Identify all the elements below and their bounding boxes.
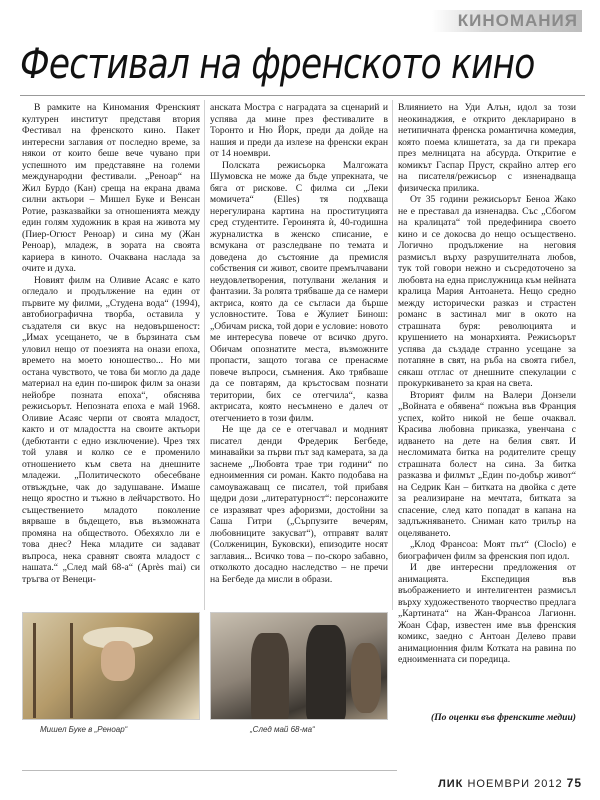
paragraph: Новият филм на Оливие Асаяс е като огледало и продължение на един от първите му филми, „Студена вода“ (1994), автобиографична творба, оставила у създателя си вкус на недовършеност: „Имах усещането, че в бързината съм уловил нещо от поезията на онази епоха, времето на моето юношество... Но ми остана чувството, че това би могло да даде материал на един по-широк филм за онази нейобре позната епоха“, обяснява режисьорът. Непозната епоха е май 1968. Оливие Асаяс черпи от своята младост, както и от младостта на своите актьори (дебютанти с едно изключение). Чрез тях той улавя и колко се е променило отношението към света на днешните младежи. „Политическото обесебване отвъждъне, чак до задушаване. Имаше нещо яростно и тъжно в лейчарството. Но съществението младото поколение вярваше в бъдещето, във възможната промяна на обществото. Обехяхло ли е това днес? Нека младите си задават въпроса, нека сравнят своята младост с нашата.“ „След май 68-а“ (Après mai) си тръгва от Венеци- <box>22 274 200 585</box>
face-shape <box>101 641 135 681</box>
easel-shape <box>33 623 73 718</box>
section-tag: КИНОМАНИЯ <box>432 10 582 32</box>
paragraph: Не ще да се е отегчавал и модният писател денди Фредерик Бегбеде, минавайки за първи път зад камерата, за да заснеме „Любовта трае три години“ по едноименния си роман. Както подобава на самоуважаващ се писател, той прибавя щедри дози „литературност“: персонажите се изразяват чрез афоризми, достойни за Саша Гитри („Сърпузите вечерям, любовниците закусват“), отправят валят (Солженицин, Буковски), епизодите носят заглавия... Всичко това – по-скоро забавно, отколкото досадно наследство – не пречи на Бегбеде да мисли в образи. <box>210 424 388 585</box>
paragraph: анската Мостра с наградата за сценарий и успява да мине през фестивалите в Торонто и Ню Йорк, преди да дойде на нашия и преди да излезе на френски екран от 14 ноември. <box>210 102 388 159</box>
figure-shape <box>351 643 381 713</box>
paragraph: „Клод Франсоа: Моят път“ (Cloclo) е биографичен филм за френския поп идол. <box>398 539 576 562</box>
issue-date: НОЕМВРИ 2012 <box>467 778 563 790</box>
page-footer <box>438 776 582 790</box>
paragraph: Вторият филм на Валери Донзели „Войната е обявена“ пожъна във Франция успех, който никой не беше очаквал. Красива любовна приказка, увенчана с идването на дете на белия свят. И несломимата битка на родителите срещу страшната болест на сина. За битка разказва и филмът „Един по-добър живот“ на Седрик Кан – битката на двойка с дете за реализиране на мечтата, битката за спасение, след като попадат в капана на задлъжняването. Сниман като трилър на оцеляването. <box>398 389 576 539</box>
paragraph: Влиянието на Уди Алън, идол за този неокинаджия, е открито декларирано в нетипичната френска романтична комедия, която поема клишетата, за да ги прекара през мелницата на абсурда. Откритие е комикът Гаспар Пруст, скрайно алтер его на писателя/режисьор с изненадваща физическа прилика. <box>398 102 576 194</box>
paragraph: В рамките на Киномания Френският културен институт представя втория Фестивал на френското кино. Пакет интересни заглавия от последно време, за някои от които беше вече чувано при успешното им представяне на големи международни фестивали. „Реноар“ на Жил Бурдо (Кан) среща на екрана двама силни актьори – Мишел Буке и Венсан Ротие, разказвайки за отношенията между един голям художник в края на живота му (Пиер-Огюст Реноар) и сина му (Жан Реноар), младеж, в зората на своята кариера в киното. Очаквана наслада за очите и духа. <box>22 102 200 274</box>
article-title: Фестивал на френското кино <box>20 39 535 88</box>
figure-shape <box>306 625 346 720</box>
title-divider <box>20 95 585 96</box>
footer-divider <box>22 770 397 771</box>
photo-apres-mai-film-still <box>210 612 388 720</box>
article-column-3 <box>398 102 576 710</box>
column-divider <box>204 100 205 610</box>
column-divider <box>392 100 393 610</box>
photo-caption-2: „След май 68-ма“ <box>250 725 315 734</box>
article-column-2 <box>210 102 388 607</box>
photo-caption-1: Мишел Буке в „Реноар“ <box>40 725 128 734</box>
page-number: 75 <box>566 776 582 790</box>
article-column-1 <box>22 102 200 607</box>
photo-renoir-film-still <box>22 612 200 720</box>
paragraph: От 35 години режисьорът Беноа Жако не е преставал да изненадва. Със „Сбогом на кралицата“ той предефинира своето кино и се докосва до нещо осъществено. Логично продължение на неговия размисъл върху разрушителната любов, тук той говори нежно и съсредоточено за любовта на една прислужница към нейната кралица Мария Антоанета. Нещо средно между исторически разказ и страстен романс в застинал миг в окото на страшната буря: революцията и крушението на монархията. Режисьорът успява да създаде странно усещане за потапяне в свят, на ръба на своята гибел, сякаш отглас от днешните спекулации с прокуркиването за края на света. <box>398 194 576 389</box>
paragraph: Полската режисьорка Малгожата Шумовска не може да бъде упрекната, че бяга от рискове. С филма си „Леки момичета“ (Elles) тя подхваща нерегулирана картина на проституцията сред студентите. Героинята ѝ, 40-годишна журналистка в женско списание, е всмукана от разследване по темата и доведена до състояние да премисля собствения си живот, своите премълчавани неудовлетворения, потулвани желания и фантазии. За ролята трябваше да се намери актриса, която да се съгласи да бърше условностите. Това е Жулиет Бинош: „Обичам риска, той дори е условие: новото ме интересува повече от всичко друго. Обичам опознатите места, възможните пропасти, защото тогава се пренасяме повече въпроси, съмнения. Ако трябваше да се повтарям, да кръстосвам познати територии, бих се отегчила“, казва актрисата, която несъмнено е далеч от отегчението в този филм. <box>210 159 388 424</box>
paragraph: И две интересни предложения от анимацията. Експедиция във въображението и интелигентен размисъл върху художественото творчество предлага „Картината“ на Жан-Франсоа Лагионн. Жоан Сфар, известен име във френския комикс, заедно с Антоан Делево прави анимационния филм Котката на равина по едноименната си поредица. <box>398 562 576 665</box>
source-credit: (По оценки във френските медии) <box>431 712 576 723</box>
magazine-name: ЛИК <box>438 778 464 790</box>
figure-shape <box>251 633 289 720</box>
